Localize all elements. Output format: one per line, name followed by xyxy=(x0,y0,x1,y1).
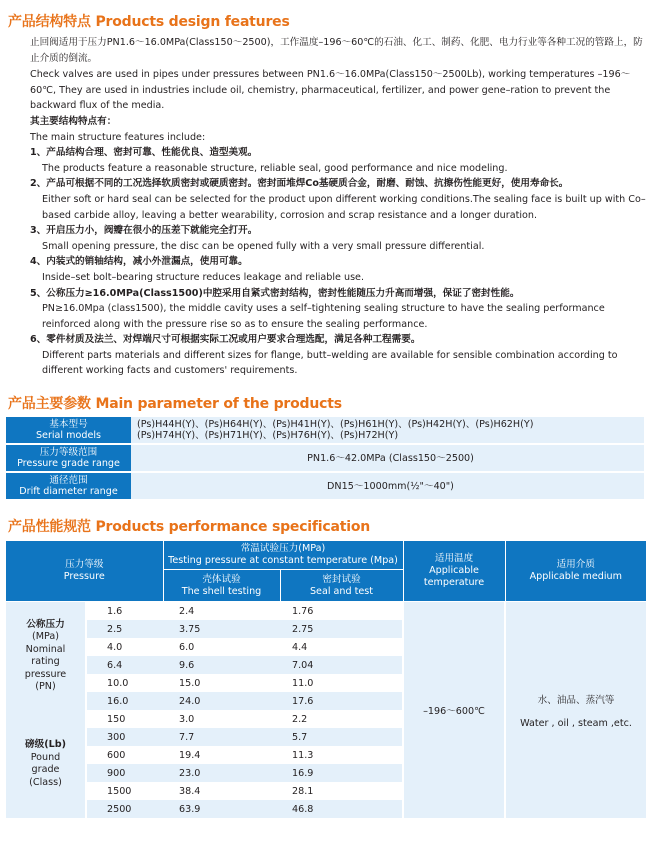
feature-5-en: PN≥16.0Mpa (class1500), the middle cavity uses a self–tightening sealing structure to have the sealing performance reinforced along with the pressure rise so as to ensure the sealing performance. xyxy=(42,303,605,330)
header-testing-en: Testing pressure at constant temperature (Mpa) xyxy=(168,555,398,566)
param-label-models-en: Serial models xyxy=(35,430,102,441)
feature-1-en: The products feature a reasonable structure, reliable seal, good performance and nice modeling. xyxy=(42,162,508,174)
param-label-pressure-en: Pressure grade range xyxy=(17,458,120,469)
pressure-value: 4.0 xyxy=(86,638,163,656)
header-medium-en: Applicable medium xyxy=(529,571,622,582)
seal-value: 16.9 xyxy=(280,764,403,782)
intro-en: Check valves are used in pipes under pressures between PN1.6～16.0MPa(Class150～2500Lb), working temperatures –196～60℃, They are used in industries include oil, chemistry, pharmaceutical, fertilizer, and power gene–ration to prevent the backward flux of the media. xyxy=(30,69,631,112)
pressure-value: 600 xyxy=(86,746,163,764)
param-row-pressure xyxy=(6,444,644,472)
header-temperature-en-1: Applicable xyxy=(429,565,479,576)
param-value-pressure: PN1.6～42.0MPa (Class150～2500) xyxy=(131,444,644,472)
group1-line-5: pressure xyxy=(24,668,67,680)
header-shell xyxy=(163,570,280,602)
feature-2-en: Either soft or hard seal can be selected for the product upon different working conditions.The sealing face is built up with Co–based carbide alloy, leaving a better wearability, corrosion and scrap resistance and a longer duration. xyxy=(42,193,646,221)
seal-value: 11.0 xyxy=(280,674,403,692)
shell-value: 24.0 xyxy=(163,692,280,710)
header-temperature xyxy=(403,541,505,602)
header-medium-cn: 适用介质 xyxy=(556,559,595,570)
header-seal-en: Seal and test xyxy=(309,585,374,597)
seal-value: 11.3 xyxy=(280,746,403,764)
group2-line-3: grade xyxy=(31,764,60,775)
group1-line-1: 公称压力 xyxy=(26,618,65,630)
feature-4-en: Inside–set bolt–bearing structure reduces leakage and reliable use. xyxy=(42,271,365,283)
intro-cn: 止回阀适用于压力PN1.6～16.0MPa(Class150～2500)，工作温度–196～60℃的石油、化工、制药、化肥、电力行业等各种工况的管路上，防止介质的倒流。 xyxy=(30,37,643,64)
header-temperature-en-2: temperature xyxy=(423,577,485,588)
feature-4-cn: 4、内装式的销轴结构，减小外泄漏点，使用可靠。 xyxy=(30,256,248,268)
param-value-diameter: DN15～1000mm(½"～40") xyxy=(131,472,644,500)
group1-line-4: rating xyxy=(31,656,60,667)
feature-5-cn: 5、公称压力≥16.0MPa(Class1500)中腔采用自紧式密封结构，密封性能随压力升高而增强，保证了密封性能。 xyxy=(30,287,520,299)
feature-6-cn: 6、零件材质及法兰、对焊端尺寸可根据实际工况或用户要求合理选配，满足各种工程需要。 xyxy=(30,334,421,346)
temperature-value: –196～600℃ xyxy=(403,602,505,819)
design-features-text xyxy=(6,35,646,379)
perf-header-row-1 xyxy=(6,541,646,570)
features-heading-en: The main structure features include: xyxy=(30,131,206,143)
group1-line-2: (MPa) xyxy=(32,631,59,642)
pressure-value: 150 xyxy=(86,710,163,728)
pressure-value: 2500 xyxy=(86,800,163,818)
param-label-diameter-en: Drift diameter range xyxy=(19,486,118,497)
param-row-diameter xyxy=(6,472,644,500)
shell-value: 7.7 xyxy=(163,728,280,746)
shell-value: 2.4 xyxy=(163,602,280,621)
performance-table xyxy=(6,541,646,818)
header-pressure xyxy=(6,541,163,602)
group1-line-6: (PN) xyxy=(35,681,56,692)
shell-value: 6.0 xyxy=(163,638,280,656)
param-label-diameter-cn: 通径范围 xyxy=(49,475,88,486)
header-shell-cn: 壳体试验 xyxy=(202,573,241,585)
shell-value: 9.6 xyxy=(163,656,280,674)
group2-line-2: Pound xyxy=(30,751,61,763)
header-seal-cn: 密封试验 xyxy=(322,573,361,585)
features-heading-cn: 其主要结构特点有： xyxy=(30,115,117,127)
header-pressure-en: Pressure xyxy=(63,571,105,582)
pressure-value: 16.0 xyxy=(86,692,163,710)
shell-value: 19.4 xyxy=(163,746,280,764)
header-pressure-cn: 压力等级 xyxy=(65,559,104,570)
param-label-pressure-cn: 压力等级范围 xyxy=(39,447,98,458)
feature-6-en: Different parts materials and different sizes for flange, butt–welding are available for sensible combination according to different working facts and customers' requirements. xyxy=(42,349,618,377)
seal-value: 28.1 xyxy=(280,782,403,800)
medium-value-cn: 水、油品、蒸汽等 xyxy=(537,694,615,706)
section-title-main-parameter: 产品主要参数 Main parameter of the products xyxy=(8,396,342,412)
shell-value: 3.0 xyxy=(163,710,280,728)
header-medium xyxy=(505,541,646,602)
param-models-line-2: (Ps)H74H(Y)、(Ps)H71H(Y)、(Ps)H76H(Y)、(Ps)H72H(Y) xyxy=(137,430,399,441)
shell-value: 63.9 xyxy=(163,800,280,818)
shell-value: 38.4 xyxy=(163,782,280,800)
medium-value xyxy=(505,602,646,819)
param-label-models xyxy=(6,417,131,444)
param-row-models xyxy=(6,417,644,444)
param-value-models xyxy=(131,417,644,444)
feature-3-en: Small opening pressure, the disc can be opened fully with a very small pressure differential. xyxy=(42,240,485,252)
pressure-value: 1.6 xyxy=(86,602,163,621)
seal-value: 2.75 xyxy=(280,620,403,638)
section-title-design-features: 产品结构特点 Products design features xyxy=(8,14,290,30)
param-label-models-cn: 基本型号 xyxy=(49,419,88,430)
seal-value: 1.76 xyxy=(280,602,403,621)
pressure-value: 6.4 xyxy=(86,656,163,674)
param-models-line-1: (Ps)H44H(Y)、(Ps)H64H(Y)、(Ps)H41H(Y)、(Ps)H61H(Y)、(Ps)H42H(Y)、(Ps)H62H(Y) xyxy=(137,419,534,430)
pressure-value: 10.0 xyxy=(86,674,163,692)
group2-line-4: (Class) xyxy=(29,776,62,788)
seal-value: 4.4 xyxy=(280,638,403,656)
header-seal xyxy=(280,570,403,602)
shell-value: 15.0 xyxy=(163,674,280,692)
shell-value: 23.0 xyxy=(163,764,280,782)
group-nominal-pressure xyxy=(6,602,86,711)
pressure-value: 2.5 xyxy=(86,620,163,638)
pressure-value: 900 xyxy=(86,764,163,782)
group-pound-grade xyxy=(6,710,86,818)
seal-value: 2.2 xyxy=(280,710,403,728)
pressure-value: 300 xyxy=(86,728,163,746)
main-parameter-table xyxy=(6,417,644,501)
medium-value-en: Water , oil , steam ,etc. xyxy=(520,717,632,729)
header-testing-cn: 常温试验压力(MPa) xyxy=(240,543,326,554)
seal-value: 17.6 xyxy=(280,692,403,710)
shell-value: 3.75 xyxy=(163,620,280,638)
seal-value: 5.7 xyxy=(280,728,403,746)
feature-1-cn: 1、产品结构合理、密封可靠、性能优良、造型美观。 xyxy=(30,147,258,159)
group2-line-1: 磅级(Lb) xyxy=(25,739,66,750)
seal-value: 7.04 xyxy=(280,656,403,674)
feature-2-cn: 2、产品可根据不同的工况选择软质密封或硬质密封。密封面堆焊Co基硬质合金，耐磨、耐蚀、抗擦伤性能更好，使用寿命长。 xyxy=(30,178,569,190)
header-temperature-cn: 适用温度 xyxy=(434,553,474,564)
header-shell-en: The shell testing xyxy=(181,585,262,597)
section-title-performance: 产品性能规范 Products performance specification xyxy=(8,519,371,535)
group1-line-3: Nominal xyxy=(25,643,66,655)
table-row xyxy=(6,602,646,621)
pressure-value: 1500 xyxy=(86,782,163,800)
param-label-diameter xyxy=(6,472,131,500)
seal-value: 46.8 xyxy=(280,800,403,818)
feature-3-cn: 3、开启压力小，阀瓣在很小的压差下就能完全打开。 xyxy=(30,225,258,237)
param-label-pressure xyxy=(6,444,131,472)
header-testing xyxy=(163,541,403,570)
